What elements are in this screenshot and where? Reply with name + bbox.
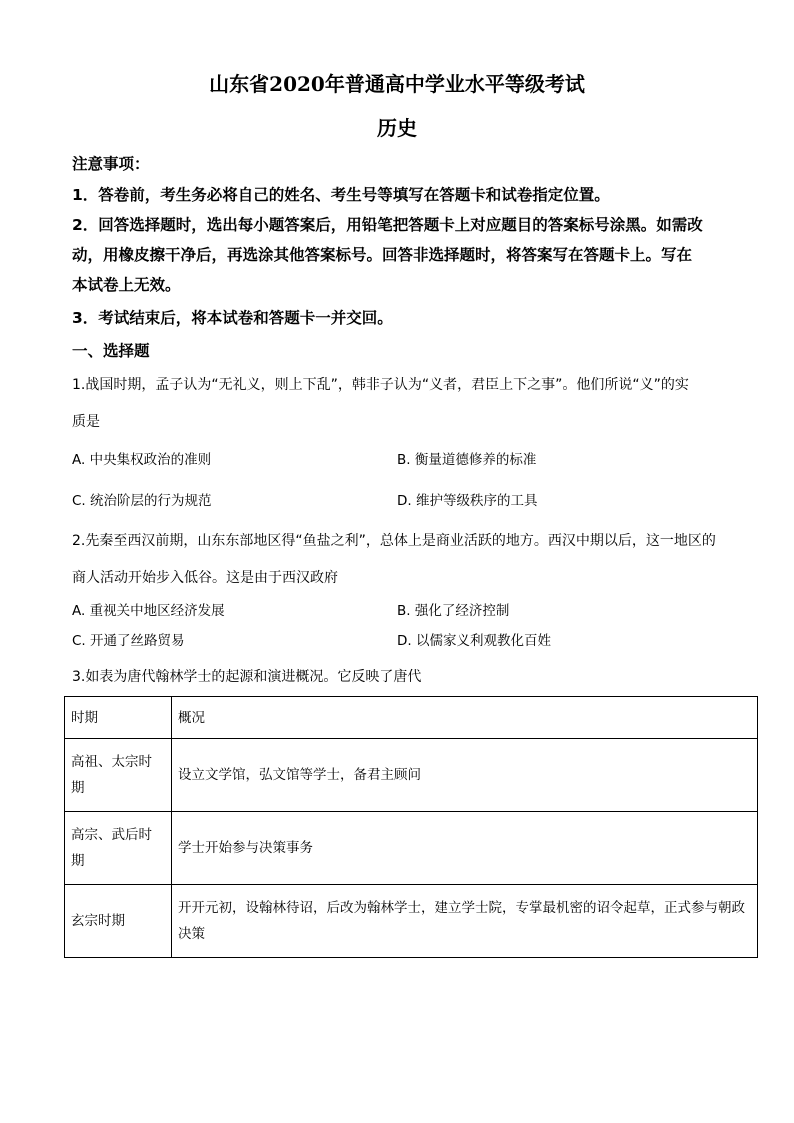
question-2-line-1: 2.先秦至西汉前期，山东东部地区得“鱼盐之利”，总体上是商业活跃的地方。西汉中期以后，这一地区的	[72, 533, 716, 549]
notice-heading: 注意事项：	[72, 155, 150, 173]
question-2-line-2: 商人活动开始步入低谷。这是由于西汉政府	[72, 570, 338, 586]
table-cell-period: 高宗、武后时期	[65, 812, 172, 885]
question-2-option-d: D. 以儒家义利观教化百姓	[397, 633, 551, 649]
hanlin-table	[64, 696, 758, 958]
question-1-line-1: 1.战国时期，孟子认为“无礼义，则上下乱”，韩非子认为“义者，君臣上下之事”。他们所说“义”的实	[72, 377, 689, 393]
exam-title: 山东省2020年普通高中学业水平等级考试	[209, 72, 585, 96]
notice-item-2: 2．回答选择题时，选出每小题答案后，用铅笔把答题卡上对应题目的答案标号涂黑。如需改	[72, 216, 703, 234]
table-cell-period: 高祖、太宗时期	[65, 739, 172, 812]
notice-item-2-cont: 动，用橡皮擦干净后，再选涂其他答案标号。回答非选择题时，将答案写在答题卡上。写在	[72, 246, 693, 264]
table-header-row	[65, 697, 758, 739]
table-row	[65, 739, 758, 812]
question-1-option-c: C. 统治阶层的行为规范	[72, 493, 212, 509]
section-heading: 一、选择题	[72, 342, 150, 360]
table-cell-overview: 设立文学馆，弘文馆等学士，备君主顾问	[172, 739, 758, 812]
notice-item-3: 3．考试结束后，将本试卷和答题卡一并交回。	[72, 309, 393, 327]
question-1-option-b: B. 衡量道德修养的标准	[397, 452, 537, 468]
table-header-cell: 时期	[65, 697, 172, 739]
question-1-line-2: 质是	[72, 414, 100, 430]
question-2-option-b: B. 强化了经济控制	[397, 603, 510, 619]
question-3-line-1: 3.如表为唐代翰林学士的起源和演进概况。它反映了唐代	[72, 669, 422, 685]
table-cell-overview: 学士开始参与决策事务	[172, 812, 758, 885]
notice-item-2-end: 本试卷上无效。	[72, 276, 181, 294]
subject-title: 历史	[377, 116, 417, 140]
table-cell-overview: 开开元初，设翰林待诏，后改为翰林学士，建立学士院，专掌最机密的诏令起草，正式参与朝政决策	[172, 885, 758, 958]
question-2-option-a: A. 重视关中地区经济发展	[72, 603, 225, 619]
question-1-option-a: A. 中央集权政治的准则	[72, 452, 212, 468]
question-1-option-d: D. 维护等级秩序的工具	[397, 493, 538, 509]
table-cell-period: 玄宗时期	[65, 885, 172, 958]
question-2-option-c: C. 开通了丝路贸易	[72, 633, 185, 649]
table-header-cell: 概况	[172, 697, 758, 739]
table-row	[65, 885, 758, 958]
notice-item-1: 1．答卷前，考生务必将自己的姓名、考生号等填写在答题卡和试卷指定位置。	[72, 186, 610, 204]
table-row	[65, 812, 758, 885]
